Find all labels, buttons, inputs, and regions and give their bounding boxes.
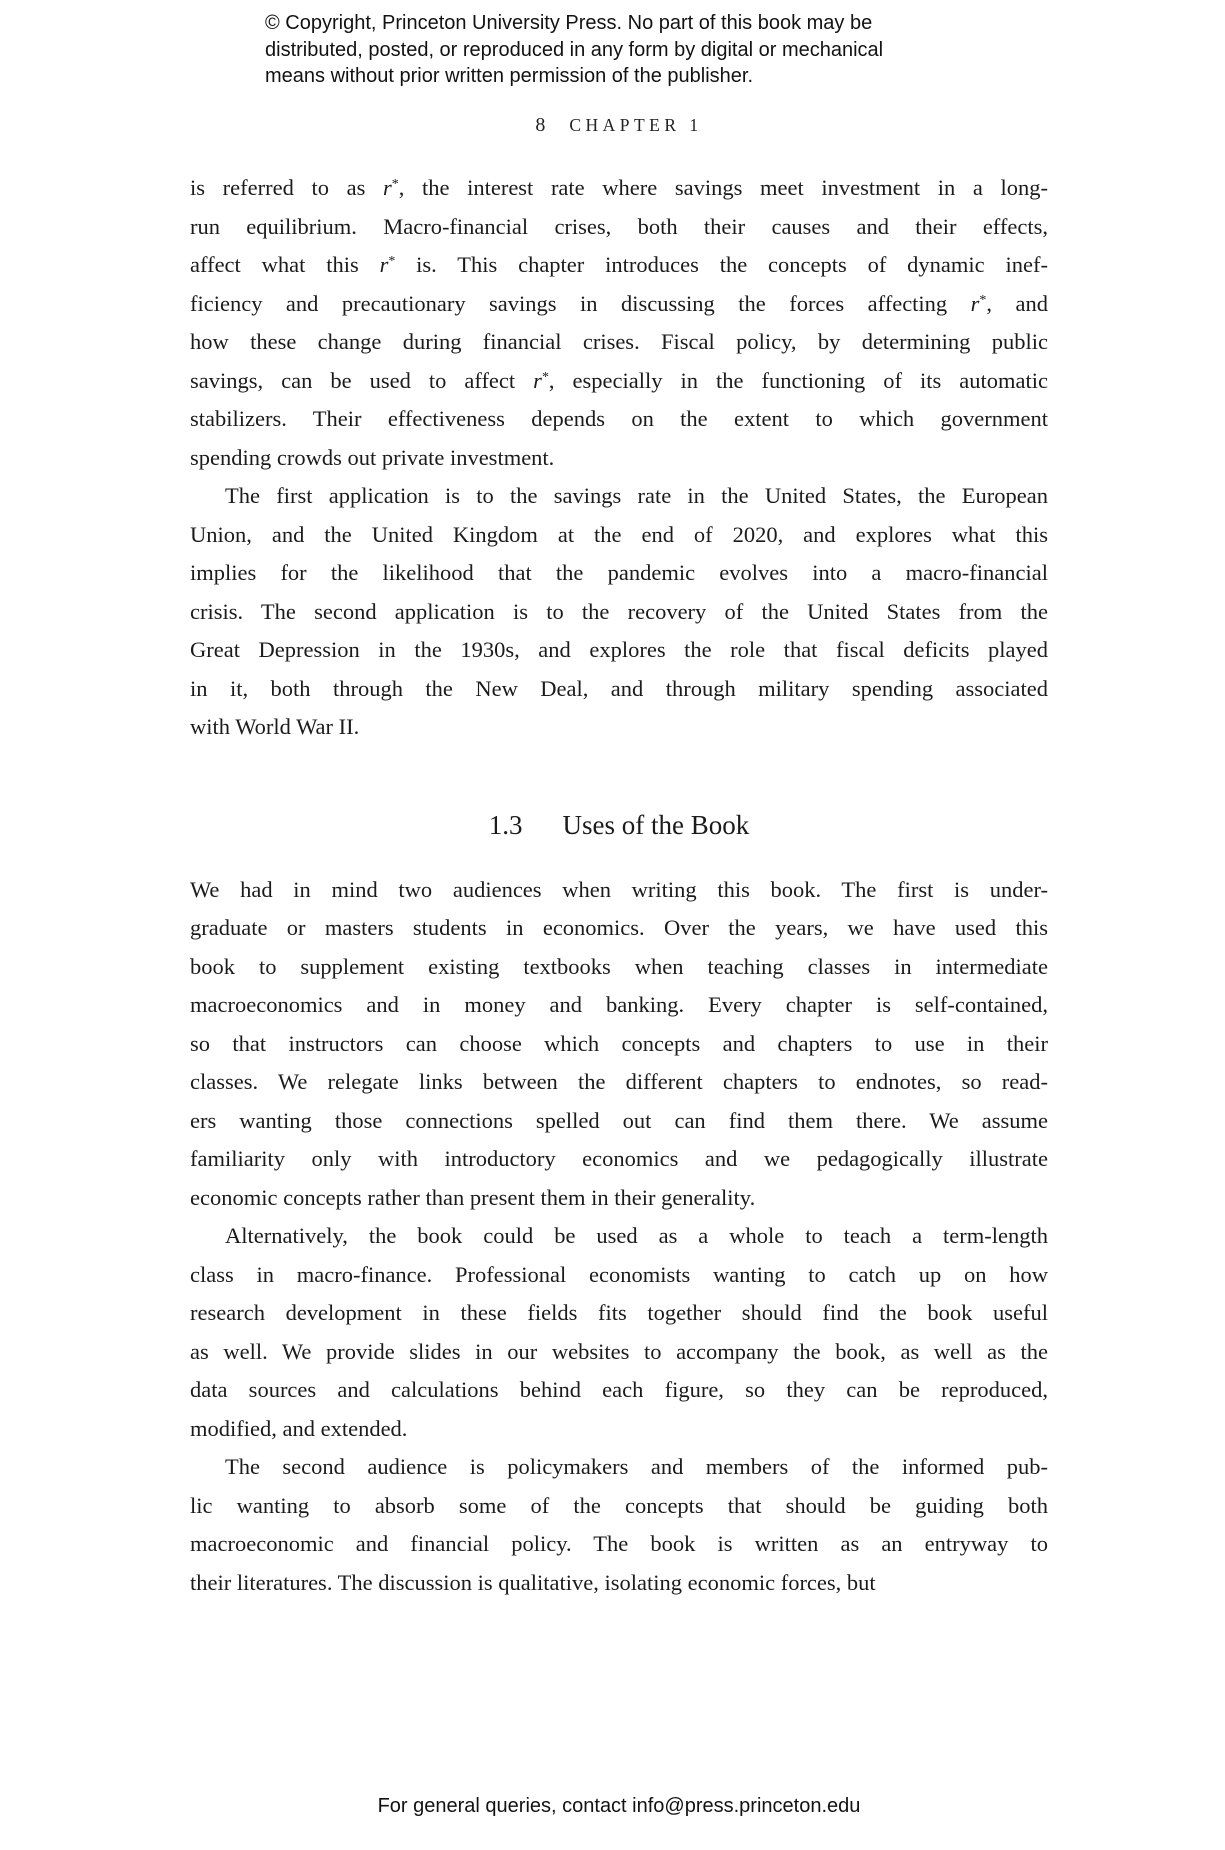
text-line: spending crowds out private investment. (190, 444, 555, 470)
text-line: their literatures. The discussion is qualitative, isolating economic forces, but (190, 1569, 876, 1595)
text-line: run equilibrium. Macro-financial crises, both their causes and their effects, (190, 213, 1048, 239)
paragraph (190, 1217, 1048, 1448)
text-line: familiarity only with introductory economics and we pedagogically illustrate (190, 1146, 1048, 1171)
section-title: Uses of the Book (562, 809, 750, 840)
text-line: Alternatively, the book could be used as a whole to teach a term-length (225, 1223, 1048, 1248)
text-line: research development in these fields fits together should find the book useful (190, 1300, 1048, 1325)
copyright-notice (265, 10, 883, 90)
text-line: ers wanting those connections spelled out can find them there. We assume (190, 1107, 1048, 1133)
paragraph (190, 169, 1048, 477)
text-line: data sources and calculations behind each figure, so they can be reproduced, (190, 1377, 1048, 1402)
paragraph (190, 1448, 1048, 1602)
text-line: Great Depression in the 1930s, and explores the role that fiscal deficits played (190, 637, 1048, 662)
copyright-line: means without prior written permission of the publisher. (265, 65, 754, 87)
text-line: class in macro-finance. Professional economists wanting to catch up on how (190, 1261, 1048, 1287)
text-line: modified, and extended. (190, 1415, 408, 1441)
text-line: savings, can be used to affect r*, especially in the functioning of its automatic (190, 367, 1048, 393)
text-line: ficiency and precautionary savings in discussing the forces affecting r*, and (190, 290, 1048, 316)
text-line: with World War II. (190, 714, 360, 739)
text-line: is referred to as r*, the interest rate where savings meet investment in a long- (190, 175, 1048, 200)
section-number: 1.3 (488, 809, 523, 840)
text-line: affect what this r* is. This chapter introduces the concepts of dynamic inef- (190, 252, 1048, 277)
footer (190, 1795, 1048, 1818)
text-line: Union, and the United Kingdom at the end of 2020, and explores what this (190, 521, 1048, 547)
text-line: so that instructors can choose which concepts and chapters to use in their (190, 1030, 1048, 1056)
chapter-label: CHAPTER 1 (569, 115, 703, 135)
text-line: The second audience is policymakers and members of the informed pub- (225, 1454, 1048, 1479)
text-line: The first application is to the savings rate in the United States, the European (225, 483, 1048, 508)
text-line: crisis. The second application is to the recovery of the United States from the (190, 598, 1048, 624)
copyright-line: distributed, posted, or reproduced in any form by digital or mechanical (265, 38, 884, 61)
text-line: in it, both through the New Deal, and through military spending associated (190, 675, 1048, 701)
text-line: lic wanting to absorb some of the concepts that should be guiding both (190, 1492, 1048, 1518)
section-heading (190, 807, 1048, 843)
footer-contact: For general queries, contact info@press.princeton.edu (377, 1795, 861, 1817)
text-line: macroeconomics and in money and banking. Every chapter is self-contained, (190, 992, 1048, 1017)
paragraph (190, 477, 1048, 747)
text-line: as well. We provide slides in our websites to accompany the book, as well as the (190, 1338, 1048, 1364)
text-line: economic concepts rather than present them in their generality. (190, 1184, 756, 1210)
copyright-line: © Copyright, Princeton University Press. No part of this book may be (265, 12, 873, 34)
running-head (190, 114, 1048, 137)
text-line: We had in mind two audiences when writing this book. The first is under- (190, 876, 1048, 902)
page-number: 8 (535, 114, 546, 136)
text-line: book to supplement existing textbooks when teaching classes in intermediate (190, 953, 1048, 979)
text-line: implies for the likelihood that the pandemic evolves into a macro-financial (190, 560, 1048, 585)
text-line: stabilizers. Their effectiveness depends on the extent to which government (190, 406, 1048, 431)
text-line: classes. We relegate links between the different chapters to endnotes, so read- (190, 1069, 1048, 1094)
text-line: how these change during financial crises. Fiscal policy, by determining public (190, 329, 1048, 354)
body-text (190, 169, 1048, 1602)
paragraph (190, 871, 1048, 1218)
text-line: macroeconomic and financial policy. The book is written as an entryway to (190, 1531, 1048, 1556)
text-line: graduate or masters students in economics. Over the years, we have used this (190, 915, 1048, 940)
